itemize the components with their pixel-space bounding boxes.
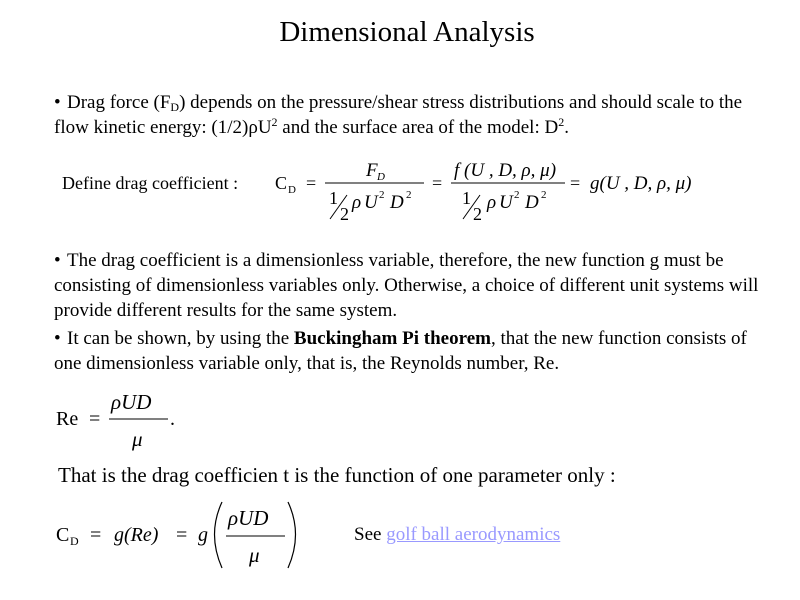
re-period: . <box>170 408 175 430</box>
golf-ball-aerodynamics-link[interactable]: golf ball aerodynamics <box>386 524 561 545</box>
bullet-icon: • <box>54 328 61 349</box>
cd3-equals-2: = <box>176 524 188 546</box>
drag-coefficient-equation <box>60 152 740 230</box>
paragraph-buckingham: • It can be shown, by using the Buckingham Pi theorem, that the new function consists of one dimensionless variable only, that is, the Reynolds number, Re. <box>54 328 747 374</box>
den-exp-3: 2 <box>514 189 520 201</box>
cd-subscript: D <box>288 184 296 196</box>
bullet-icon: • <box>54 250 61 271</box>
equals-sign: = <box>306 173 317 193</box>
numerator-fd: F <box>366 160 378 181</box>
bullet-icon: • <box>54 92 61 113</box>
equals-sign-2: = <box>432 173 443 193</box>
paragraph-drag-force: • Drag force $(F_D)$ depends on the pressure/shear stress distributions and should scale to the flow kinetic energy: $(1/2)\rho U^2$ and the surface area of the model: $D^2$. <box>54 92 743 138</box>
den-u: U <box>364 192 378 213</box>
slide-title: Dimensional Analysis <box>279 16 535 48</box>
half-denominator-2: 2 <box>473 204 482 224</box>
numerator-f: f (U , D, ρ, μ) <box>454 160 557 181</box>
g-of-re: g(Re) <box>114 524 159 546</box>
re-denominator: μ <box>132 427 143 451</box>
cd3-numerator: ρUD <box>228 506 269 530</box>
den-exp-4: 2 <box>541 189 547 201</box>
den-exp2: 2 <box>406 189 412 201</box>
den-d-2: D <box>525 192 539 213</box>
g-symbol: g <box>198 524 208 546</box>
reynolds-equation <box>52 386 212 456</box>
paragraph-dimensionless: • The drag coefficient is a dimensionless variable, therefore, the new function g must be consisting of dimensionless variables only. Otherwise, a choice of different unit systems will provide different results for the same system. <box>54 250 759 321</box>
left-paren <box>215 502 223 568</box>
den-rho: ρ <box>352 192 362 213</box>
half-numerator: 1 <box>329 188 338 208</box>
half-numerator-2: 1 <box>462 188 471 208</box>
cd-symbol: C <box>275 173 288 193</box>
half-denominator: 2 <box>340 204 349 224</box>
re-equals: = <box>89 408 101 430</box>
one-parameter-statement <box>56 460 736 492</box>
den-u-2: U <box>499 192 513 213</box>
den-exp: 2 <box>379 189 385 201</box>
statement-text: That is the drag coefficien t is the function of one parameter only : <box>58 463 616 487</box>
buckingham-pi-term: Buckingham Pi theorem <box>293 328 491 349</box>
right-paren <box>288 502 296 568</box>
den-rho-2: ρ <box>487 192 497 213</box>
cd3-symbol: C <box>56 524 70 546</box>
see-label: See <box>354 524 382 545</box>
numerator-fd-sub: D <box>377 171 385 183</box>
cd3-subscript: D <box>70 534 79 548</box>
cd3-equals: = <box>90 524 102 546</box>
den-d: D <box>390 192 404 213</box>
cd3-denominator: μ <box>249 543 260 567</box>
see-reference <box>354 522 654 547</box>
re-numerator: ρUD <box>111 390 152 414</box>
cd-reynolds-equation <box>52 496 332 574</box>
equation-label: Define drag coefficient : <box>62 173 239 193</box>
equals-sign-3: = <box>570 173 581 193</box>
re-symbol: Re <box>56 408 79 430</box>
rhs-g: g(U , D, ρ, μ) <box>590 173 692 194</box>
